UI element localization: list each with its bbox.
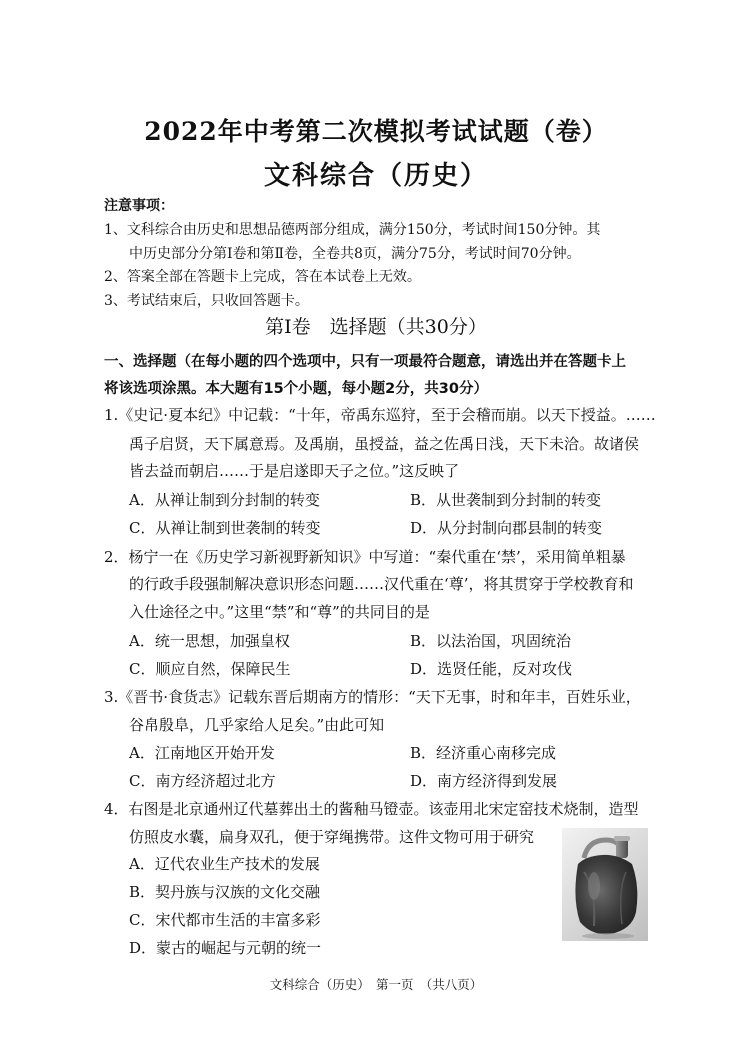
question-4-option-b: B．契丹族与汉族的文化交融 <box>129 883 321 901</box>
notice-line: 3、考试结束后，只收回答题卡。 <box>104 293 309 309</box>
exam-subtitle: 文科综合（历史） <box>263 161 488 191</box>
question-4-option-d: D．蒙古的崛起与元朝的统一 <box>129 939 322 957</box>
stirrup-pot-photo <box>562 828 648 941</box>
question-3-line: 3.《晋书·食货志》记载东晋后期南方的情形：“天下无事，时和年丰，百姓乐业， <box>104 688 641 706</box>
question-2-line: 入仕途径之中。”这里“禁”和“尊”的共同目的是 <box>129 603 430 621</box>
question-3-option-c: C．南方经济超过北方 <box>129 772 276 790</box>
question-1-line: 1.《史记·夏本纪》中记载：“十年，帝禹东巡狩，至于会稽而崩。以天下授益。…… <box>104 406 656 424</box>
notice-heading: 注意事项： <box>104 198 174 214</box>
question-3-option-b: B．经济重心南移完成 <box>410 744 557 762</box>
question-1-line: 禹子启贤，天下属意焉。及禹崩，虽授益，益之佐禹日浅，天下未洽。故诸侯 <box>129 435 640 453</box>
notice-line: 中历史部分分第Ⅰ卷和第Ⅱ卷，全卷共8页，满分75分，考试时间70分钟。 <box>129 246 581 262</box>
question-2-option-b: B．以法治国，巩固统治 <box>410 632 572 650</box>
question-2-option-d: D．选贤任能，反对攻伐 <box>410 660 573 678</box>
question-2-line: 的行政手段强制解决意识形态问题……汉代重在‘尊’，将其贯穿于学校教育和 <box>129 575 634 593</box>
pot-icon <box>562 828 648 941</box>
notice-line: 1、文科综合由历史和思想品德两部分组成，满分150分，考试时间150分钟。其 <box>104 222 601 238</box>
question-3-option-d: D．南方经济得到发展 <box>410 772 558 790</box>
question-3-line: 谷帛殷阜，几乎家给人足矣。”由此可知 <box>129 716 385 734</box>
question-4-option-a: A．辽代农业生产技术的发展 <box>129 855 320 873</box>
question-4-line: 仿照皮水囊，扁身双孔，便于穿绳携带。这件文物可用于研究 <box>129 828 535 846</box>
question-2-line: 2．杨宁一在《历史学习新视野新知识》中写道：“秦代重在‘禁’，采用简单粗暴 <box>104 548 626 566</box>
question-3-option-a: A．江南地区开始开发 <box>129 744 275 762</box>
exam-title: 2022年中考第二次模拟考试试题（卷） <box>144 117 608 146</box>
question-1-option-a: A．从禅让制到分封制的转变 <box>129 491 320 509</box>
question-1-option-b: B．从世袭制到分封制的转变 <box>410 491 602 509</box>
question-4-option-c: C．宋代都市生活的丰富多彩 <box>129 911 321 929</box>
question-2-option-c: C．顺应自然，保障民生 <box>129 660 291 678</box>
page-footer: 文科综合（历史） 第一页 （共八页） <box>269 977 483 992</box>
section-title: 第Ⅰ卷 选择题（共30分） <box>265 316 487 338</box>
instruction-line: 将该选项涂黑。本大题有15个小题，每小题2分，共30分） <box>104 381 488 397</box>
question-1-line: 皆去益而朝启……于是启遂即天子之位。”这反映了 <box>129 462 460 480</box>
question-1-option-d: D．从分封制向郡县制的转变 <box>410 519 603 537</box>
question-4-line: 4．右图是北京通州辽代墓葬出土的酱釉马镫壶。该壶用北宋定窑技术烧制，造型 <box>104 800 639 818</box>
instruction-line: 一、选择题（在每小题的四个选项中，只有一项最符合题意，请选出并在答题卡上 <box>104 354 626 370</box>
question-2-option-a: A．统一思想，加强皇权 <box>129 632 290 650</box>
question-1-option-c: C．从禅让制到世袭制的转变 <box>129 519 321 537</box>
notice-line: 2、答案全部在答题卡上完成，答在本试卷上无效。 <box>104 269 421 285</box>
